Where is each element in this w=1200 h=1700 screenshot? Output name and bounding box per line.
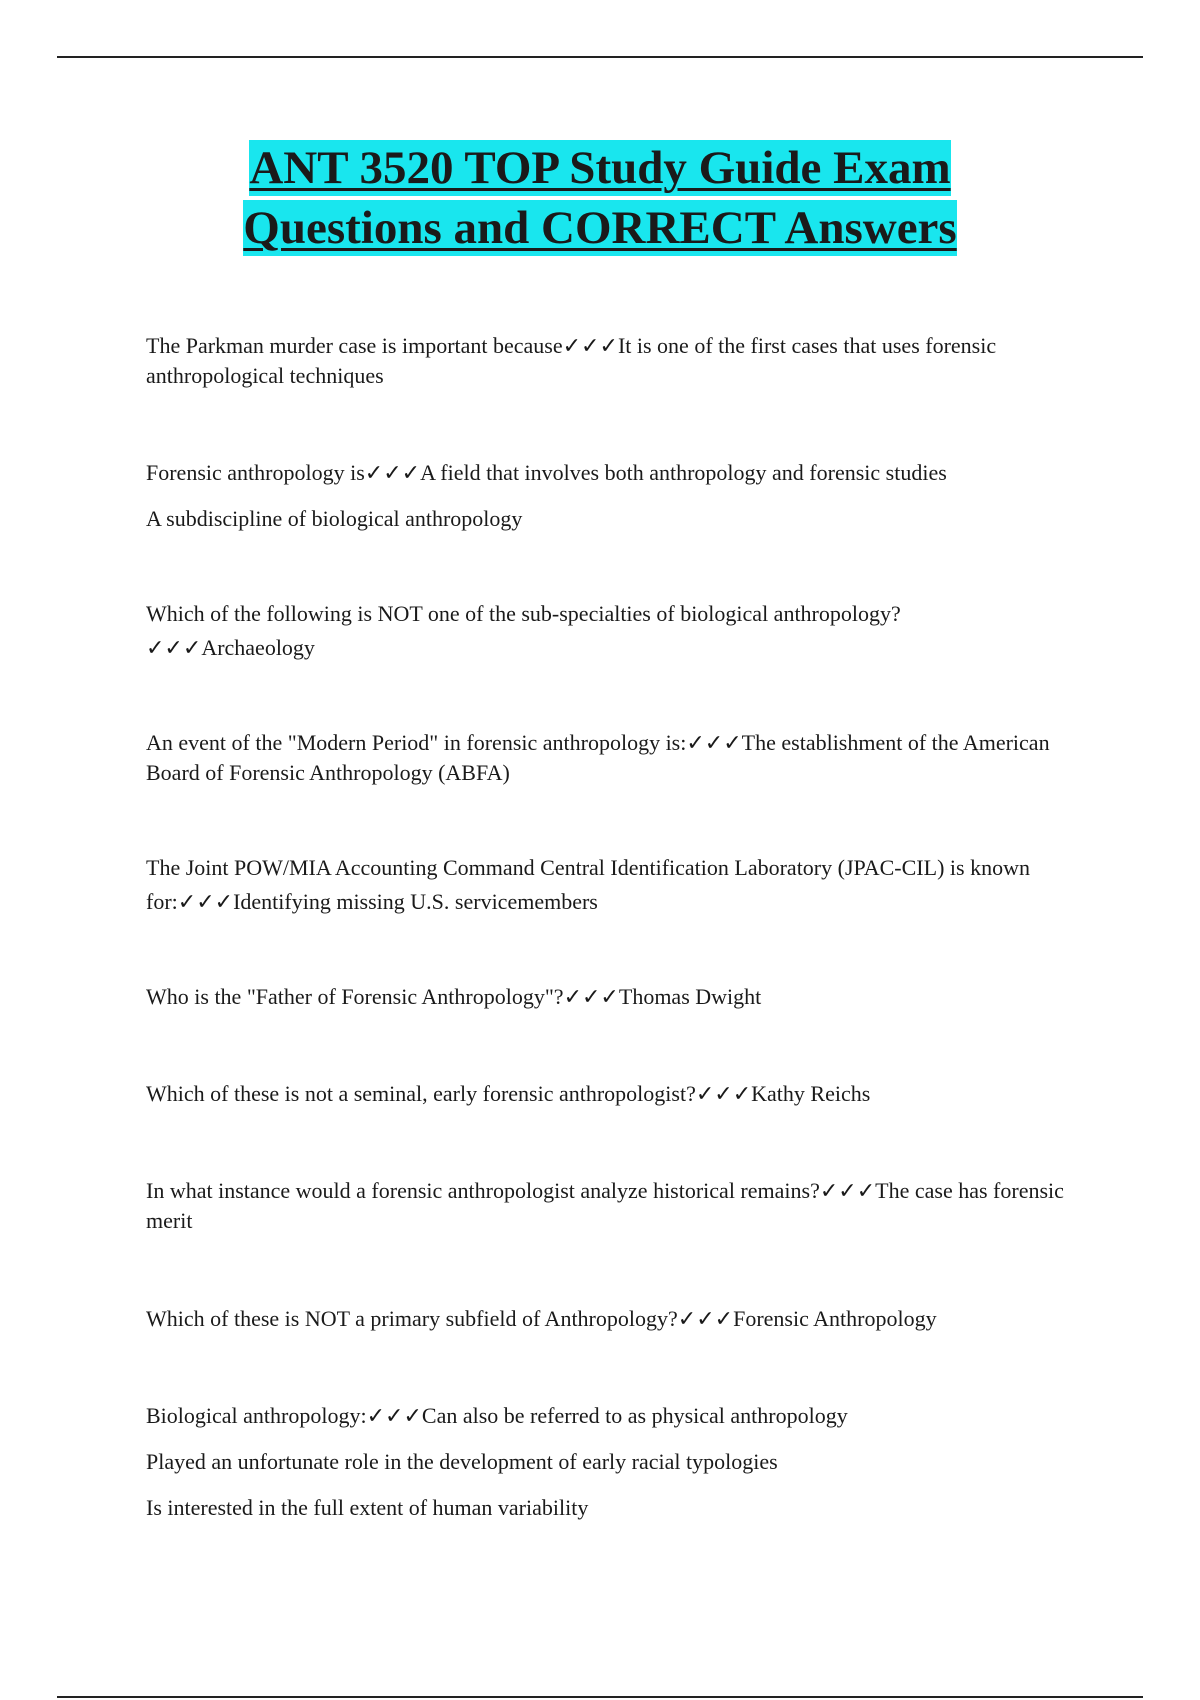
question-text: Forensic anthropology is (146, 460, 365, 485)
question-text: The Joint POW/MIA Accounting Command Central Identification Laboratory (JPAC-CIL) is known for: (146, 855, 1030, 914)
qa-item-9 (146, 1304, 1066, 1334)
bottom-rule (57, 1696, 1143, 1698)
check-icon: ✓✓✓ (177, 889, 234, 914)
qa-item-7 (146, 1079, 1066, 1109)
answer-text: A field that involves both anthropology and forensic studies (420, 460, 947, 485)
check-icon: ✓✓✓ (677, 1306, 734, 1331)
answer-text: Forensic Anthropology (733, 1306, 937, 1331)
qa-item-10 (146, 1401, 1066, 1523)
answer-extra-line: Is interested in the full extent of human variability (146, 1495, 589, 1520)
answer-extra-line: Played an unfortunate role in the development of early racial typologies (146, 1449, 778, 1474)
question-text: Which of these is NOT a primary subfield of Anthropology? (146, 1306, 678, 1331)
qa-item-3 (146, 597, 1066, 665)
qa-item-4 (146, 728, 1066, 788)
qa-item-5 (146, 851, 1066, 919)
answer-text: The case has forensic merit (146, 1178, 1064, 1233)
check-icon: ✓✓✓ (366, 1403, 422, 1428)
answer-text: Can also be referred to as physical anthropology (421, 1403, 848, 1428)
check-icon: ✓✓✓ (563, 984, 619, 1009)
question-text: Which of the following is NOT one of the sub-specialties of biological anthropology? (146, 601, 901, 626)
answer-extra-line: A subdiscipline of biological anthropology (146, 506, 523, 531)
check-icon: ✓✓✓ (695, 1081, 752, 1106)
question-text: The Parkman murder case is important because (146, 333, 563, 358)
qa-item-2 (146, 458, 1066, 534)
question-text: Which of these is not a seminal, early forensic anthropologist? (146, 1081, 696, 1106)
check-icon: ✓✓✓ (819, 1178, 876, 1203)
qa-item-8 (146, 1176, 1066, 1236)
title-line-2: Questions and CORRECT Answers (243, 202, 957, 254)
document-title (0, 138, 1200, 258)
title-line-1: ANT 3520 TOP Study Guide Exam (249, 142, 951, 194)
qa-item-6 (146, 982, 1066, 1012)
check-icon: ✓✓✓ (686, 730, 742, 755)
answer-text: Kathy Reichs (751, 1081, 871, 1106)
check-icon: ✓✓✓ (562, 333, 618, 358)
check-icon: ✓✓✓ (146, 635, 202, 660)
answer-text: The establishment of the American Board of Forensic Anthropology (ABFA) (146, 730, 1050, 785)
answer-text: Identifying missing U.S. servicemembers (233, 889, 598, 914)
top-rule (57, 56, 1143, 58)
check-icon: ✓✓✓ (364, 460, 421, 485)
answer-text: Archaeology (201, 635, 315, 660)
question-text: In what instance would a forensic anthropologist analyze historical remains? (146, 1178, 820, 1203)
question-text: Who is the "Father of Forensic Anthropology"? (146, 984, 564, 1009)
question-text: An event of the "Modern Period" in forensic anthropology is: (146, 730, 687, 755)
question-text: Biological anthropology: (146, 1403, 367, 1428)
answer-text: It is one of the first cases that uses forensic anthropological techniques (146, 333, 997, 388)
qa-item-1 (146, 331, 1066, 391)
answer-text: Thomas Dwight (618, 984, 762, 1009)
